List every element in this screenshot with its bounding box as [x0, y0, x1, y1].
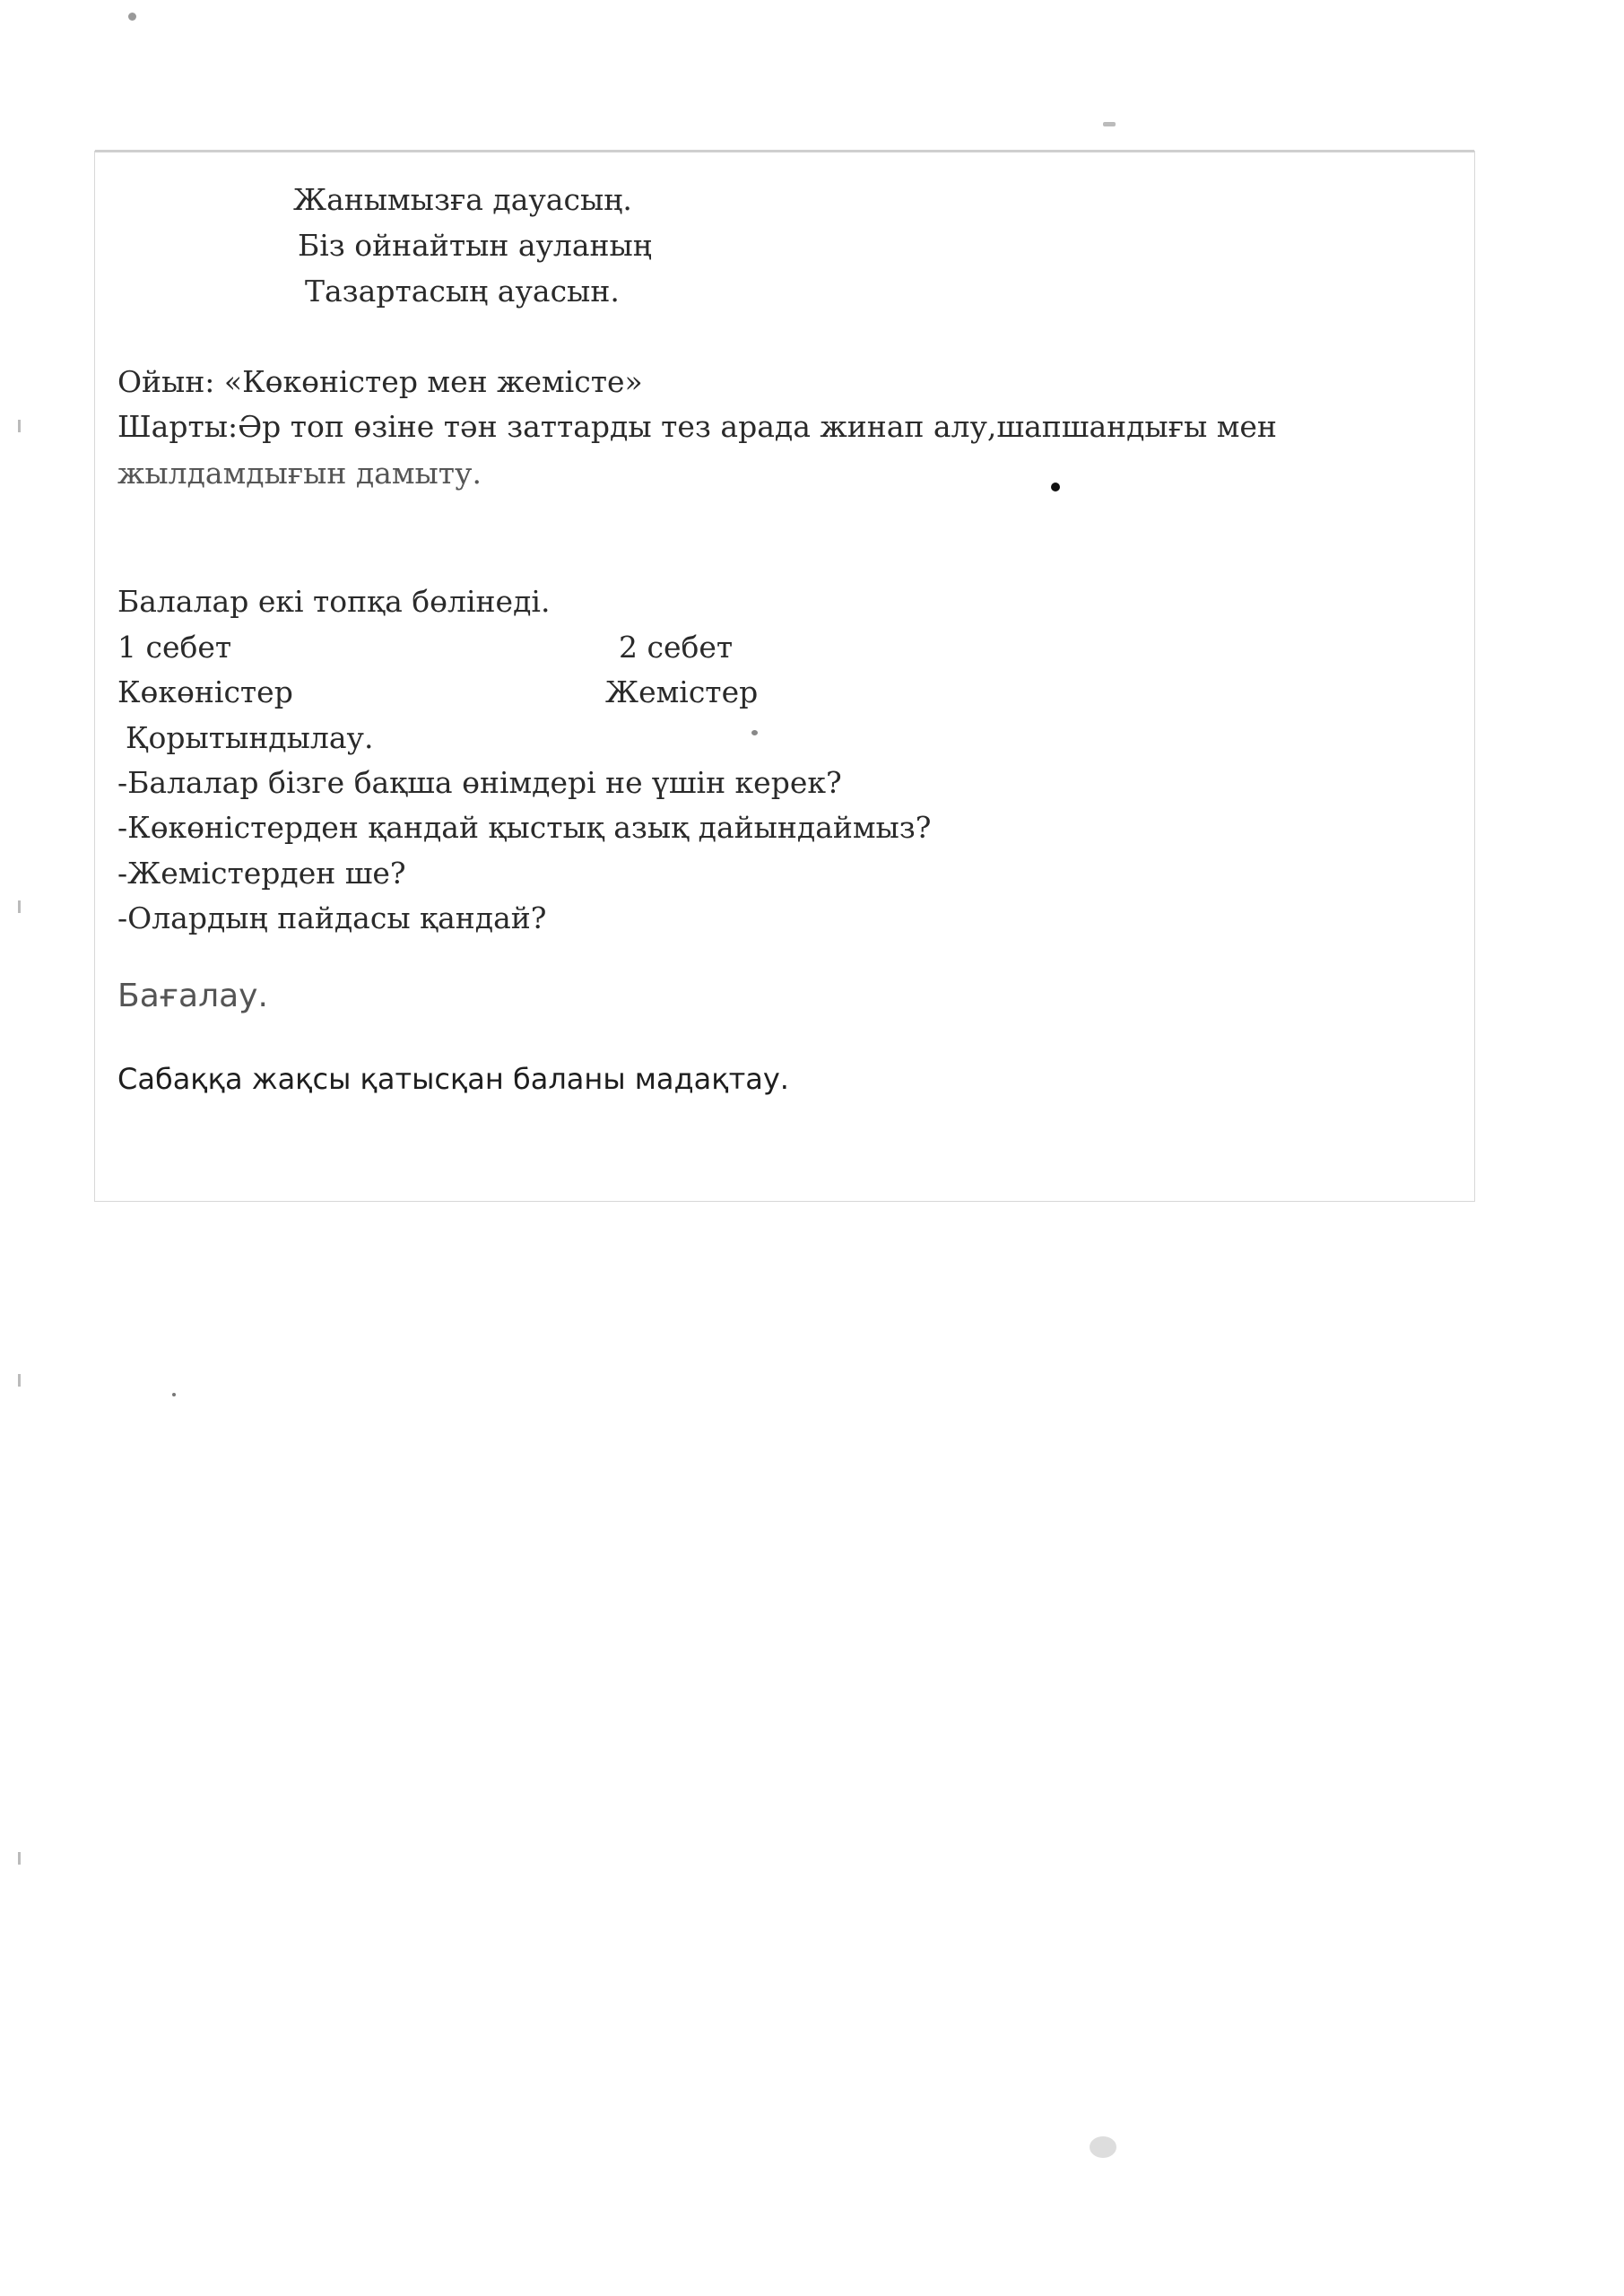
basket-2-label: 2 себет [619, 630, 734, 665]
game-title: Ойын: «Көкөністер мен жемісте» [117, 364, 643, 399]
scan-speck [172, 1393, 176, 1396]
summary-question: -Балалар бізге бақша өнімдері не үшін керек? [117, 765, 842, 800]
evaluation-text: Сабаққа жақсы қатысқан баланы мадақтау. [117, 1062, 789, 1096]
scan-edge-mark [18, 1852, 21, 1865]
scan-speck [128, 13, 136, 21]
basket-1-label: 1 себет [117, 630, 232, 665]
game-rules-line-2: жылдамдығын дамыту. [117, 456, 482, 491]
scan-edge-mark [18, 420, 21, 432]
game-rules-line-1: Шарты:Әр топ өзіне тән заттарды тез арада жинап алу,шапшандығы мен [117, 409, 1277, 444]
frame-top-edge [95, 150, 1474, 152]
groups-intro: Балалар екі топқа бөлінеді. [117, 584, 551, 619]
basket-2-items: Жемістер [605, 674, 759, 709]
poem-line-1: Жанымызға дауасың. [293, 182, 632, 217]
scan-speck [1103, 122, 1116, 126]
poem-line-3: Тазартасың ауасын. [305, 274, 620, 309]
summary-question: -Жемістерден ше? [117, 856, 406, 891]
summary-question: -Олардың пайдасы қандай? [117, 900, 547, 935]
evaluation-heading: Бағалау. [117, 978, 268, 1014]
scan-speck [1090, 2136, 1116, 2158]
poem-line-2: Біз ойнайтын ауланың [298, 228, 652, 263]
summary-question: -Көкөністерден қандай қыстық азық дайындаймыз? [117, 810, 932, 845]
document-frame [94, 151, 1475, 1202]
scan-edge-mark [18, 900, 21, 913]
summary-heading: Қорытындылау. [126, 720, 374, 755]
scan-edge-mark [18, 1374, 21, 1387]
basket-1-items: Көкөністер [117, 674, 293, 709]
